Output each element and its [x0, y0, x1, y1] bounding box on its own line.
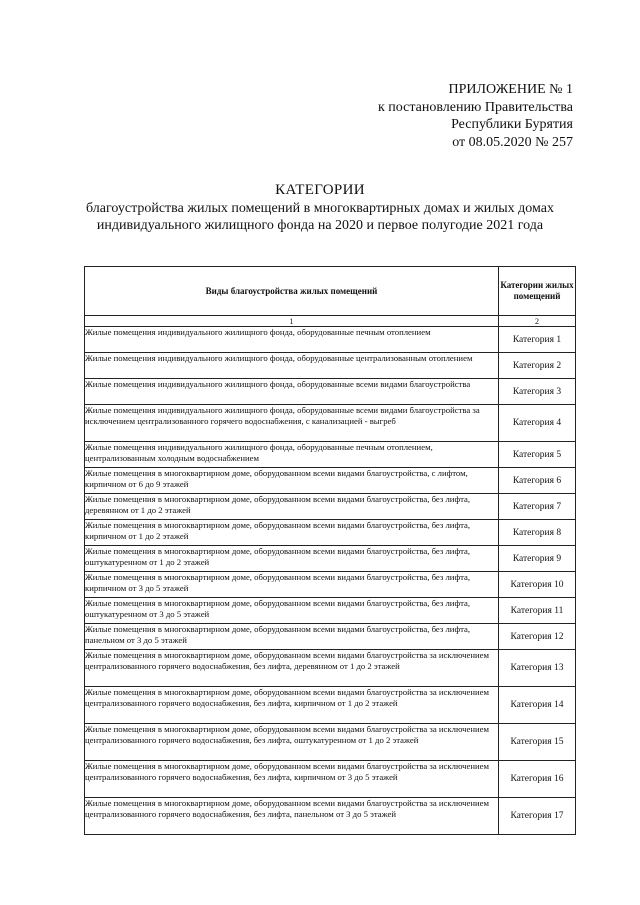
column-number: 2: [499, 316, 576, 327]
table-row: [85, 405, 576, 442]
row-description: Жилые помещения в многоквартирном доме, оборудованном всеми видами благоустройства за исключением централизованного горячего водоснабжения, без лифта, деревянном от 1 до 2 этажей: [85, 650, 499, 687]
categories-table: [84, 266, 576, 835]
row-description: Жилые помещения в многоквартирном доме, оборудованном всеми видами благоустройства, с лифтом, кирпичном от 6 до 9 этажей: [85, 468, 499, 494]
row-category: Категория 5: [499, 442, 576, 468]
table-row: [85, 687, 576, 724]
table-row: [85, 798, 576, 835]
table-row: [85, 353, 576, 379]
table-row: [85, 468, 576, 494]
row-description: Жилые помещения индивидуального жилищного фонда, оборудованные всеми видами благоустройства за исключением централизованного горячего водоснабжения, с канализацией - выгреб: [85, 405, 499, 442]
document-heading: [70, 181, 570, 234]
table-row: [85, 761, 576, 798]
row-category: Категория 1: [499, 327, 576, 353]
row-category: Категория 11: [499, 598, 576, 624]
table-body: [85, 327, 576, 835]
table-row: [85, 520, 576, 546]
appendix-date: от 08.05.2020 № 257: [452, 134, 573, 150]
table-row: [85, 546, 576, 572]
row-description: Жилые помещения индивидуального жилищного фонда, оборудованные печным отоплением, централизованным холодным водоснабжением: [85, 442, 499, 468]
row-description: Жилые помещения индивидуального жилищного фонда, оборудованные всеми видами благоустройства: [85, 379, 499, 405]
table-row: [85, 494, 576, 520]
column-number: 1: [85, 316, 499, 327]
row-category: Категория 4: [499, 405, 576, 442]
row-category: Категория 14: [499, 687, 576, 724]
table-row: [85, 624, 576, 650]
row-description: Жилые помещения в многоквартирном доме, оборудованном всеми видами благоустройства за исключением централизованного горячего водоснабжения, без лифта, панельном от 3 до 5 этажей: [85, 798, 499, 835]
row-category: Категория 13: [499, 650, 576, 687]
row-description: Жилые помещения в многоквартирном доме, оборудованном всеми видами благоустройства, без лифта, деревянном от 1 до 2 этажей: [85, 494, 499, 520]
row-category: Категория 17: [499, 798, 576, 835]
table-row: [85, 598, 576, 624]
row-description: Жилые помещения в многоквартирном доме, оборудованном всеми видами благоустройства, без лифта, кирпичном от 1 до 2 этажей: [85, 520, 499, 546]
row-category: Категория 15: [499, 724, 576, 761]
table-row: [85, 724, 576, 761]
appendix-block: [378, 81, 573, 151]
document-subtitle: благоустройства жилых помещений в многоквартирных домах и жилых домах индивидуального жилищного фонда на 2020 и первое полугодие 2021 года: [86, 201, 554, 233]
row-description: Жилые помещения в многоквартирном доме, оборудованном всеми видами благоустройства, без лифта, оштукатуренном от 3 до 5 этажей: [85, 598, 499, 624]
table-row: [85, 572, 576, 598]
header-types: Виды благоустройства жилых помещений: [85, 267, 499, 316]
row-category: Категория 10: [499, 572, 576, 598]
row-category: Категория 9: [499, 546, 576, 572]
row-category: Категория 8: [499, 520, 576, 546]
appendix-resolution: к постановлению Правительства: [377, 99, 573, 115]
row-description: Жилые помещения в многоквартирном доме, оборудованном всеми видами благоустройства, без лифта, панельном от 3 до 5 этажей: [85, 624, 499, 650]
row-description: Жилые помещения в многоквартирном доме, оборудованном всеми видами благоустройства, без лифта, кирпичном от 3 до 5 этажей: [85, 572, 499, 598]
row-description: Жилые помещения индивидуального жилищного фонда, оборудованные печным отоплением: [85, 327, 499, 353]
table-row: [85, 379, 576, 405]
row-description: Жилые помещения в многоквартирном доме, оборудованном всеми видами благоустройства за исключением централизованного горячего водоснабжения, без лифта, кирпичном от 3 до 5 этажей: [85, 761, 499, 798]
table-header-row: [85, 267, 576, 316]
row-description: Жилые помещения в многоквартирном доме, оборудованном всеми видами благоустройства за исключением централизованного горячего водоснабжения, без лифта, кирпичном от 1 до 2 этажей: [85, 687, 499, 724]
table-row: [85, 442, 576, 468]
table-row: [85, 327, 576, 353]
header-categories: Категории жилых помещений: [499, 267, 576, 316]
row-description: Жилые помещения в многоквартирном доме, оборудованном всеми видами благоустройства за исключением централизованного горячего водоснабжения, без лифта, оштукатуренном от 1 до 2 этажей: [85, 724, 499, 761]
row-category: Категория 7: [499, 494, 576, 520]
document-title: КАТЕГОРИИ: [275, 182, 365, 198]
row-category: Категория 12: [499, 624, 576, 650]
row-category: Категория 6: [499, 468, 576, 494]
row-category: Категория 2: [499, 353, 576, 379]
table-row: [85, 650, 576, 687]
row-description: Жилые помещения в многоквартирном доме, оборудованном всеми видами благоустройства, без лифта, оштукатуренном от 1 до 2 этажей: [85, 546, 499, 572]
row-category: Категория 16: [499, 761, 576, 798]
row-category: Категория 3: [499, 379, 576, 405]
appendix-region: Республики Бурятия: [451, 117, 573, 132]
appendix-title: ПРИЛОЖЕНИЕ № 1: [448, 82, 573, 97]
column-number-row: [85, 316, 576, 327]
row-description: Жилые помещения индивидуального жилищного фонда, оборудованные централизованным отоплением: [85, 353, 499, 379]
